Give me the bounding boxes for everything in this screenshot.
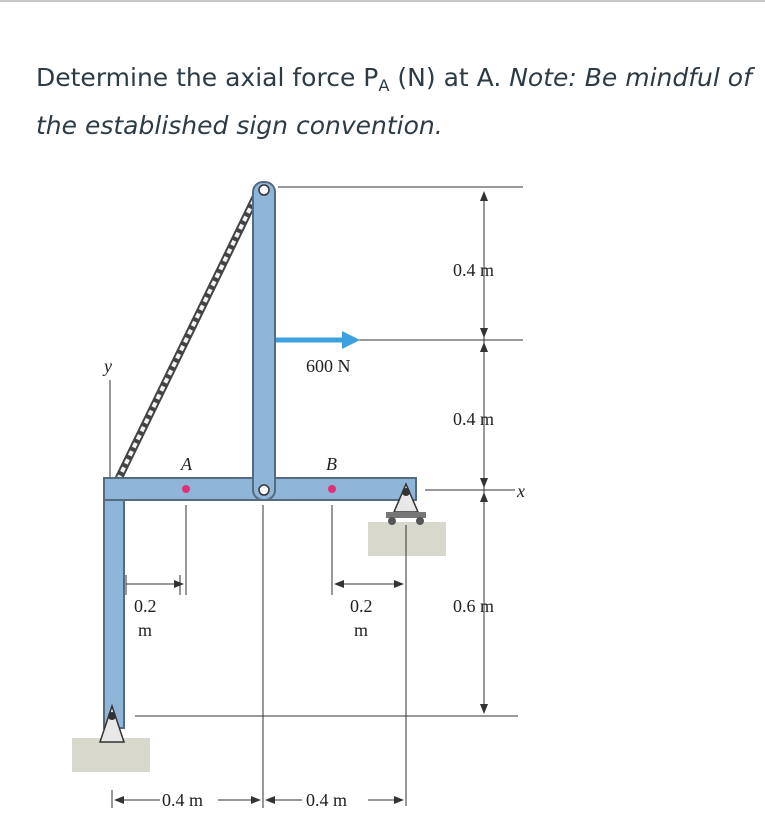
dim-bottom-left-label: 0.4 m xyxy=(162,790,204,810)
dim-bottom-right-label: 0.4 m xyxy=(306,790,348,810)
dim-arrow xyxy=(480,191,488,201)
force-label: 600 N xyxy=(306,356,351,376)
roller xyxy=(416,517,424,525)
point-b-label: B xyxy=(326,454,337,474)
question-prefix: Determine the axial force P xyxy=(36,63,379,92)
dim-right-value: 0.2 xyxy=(350,596,373,616)
right-pin xyxy=(402,488,410,496)
point-b-marker xyxy=(328,485,336,493)
top-pin xyxy=(259,185,269,195)
left-column-member xyxy=(104,478,124,728)
dim-left-unit: m xyxy=(138,620,153,640)
dim-arrow xyxy=(265,796,275,804)
dim-low-label: 0.6 m xyxy=(453,596,495,616)
roller xyxy=(388,517,396,525)
question-suffix: (N) at A. xyxy=(389,63,510,92)
point-a-label: A xyxy=(181,454,192,474)
point-a-marker xyxy=(182,485,190,493)
dim-arrow xyxy=(480,342,488,352)
question-note: Note: Be mindful of the established sign convention. xyxy=(36,63,752,140)
vertical-post-member xyxy=(253,182,275,500)
question-subscript: A xyxy=(378,75,390,95)
post-pin xyxy=(259,485,269,495)
dim-arrow xyxy=(480,704,488,714)
y-axis-label: y xyxy=(104,356,112,376)
dim-arrow xyxy=(174,580,184,588)
dim-arrow xyxy=(394,796,404,804)
dim-arrow xyxy=(114,796,124,804)
cable-twist xyxy=(114,188,260,488)
left-ground-block xyxy=(72,738,150,772)
beam-corner xyxy=(106,480,122,498)
dim-right-unit: m xyxy=(354,620,369,640)
force-arrow-head xyxy=(342,331,360,349)
x-axis-label: x xyxy=(517,481,525,501)
left-pin xyxy=(108,712,116,720)
dim-arrow xyxy=(251,796,261,804)
dim-arrow xyxy=(394,580,404,588)
dim-left-value: 0.2 xyxy=(134,596,157,616)
right-ground-block xyxy=(368,522,446,556)
dim-top-label: 0.4 m xyxy=(453,260,495,280)
dim-arrow xyxy=(334,580,344,588)
dim-arrow xyxy=(480,492,488,502)
dim-mid-label: 0.4 m xyxy=(453,409,495,429)
dim-arrow xyxy=(480,328,488,338)
dim-arrow xyxy=(480,478,488,488)
